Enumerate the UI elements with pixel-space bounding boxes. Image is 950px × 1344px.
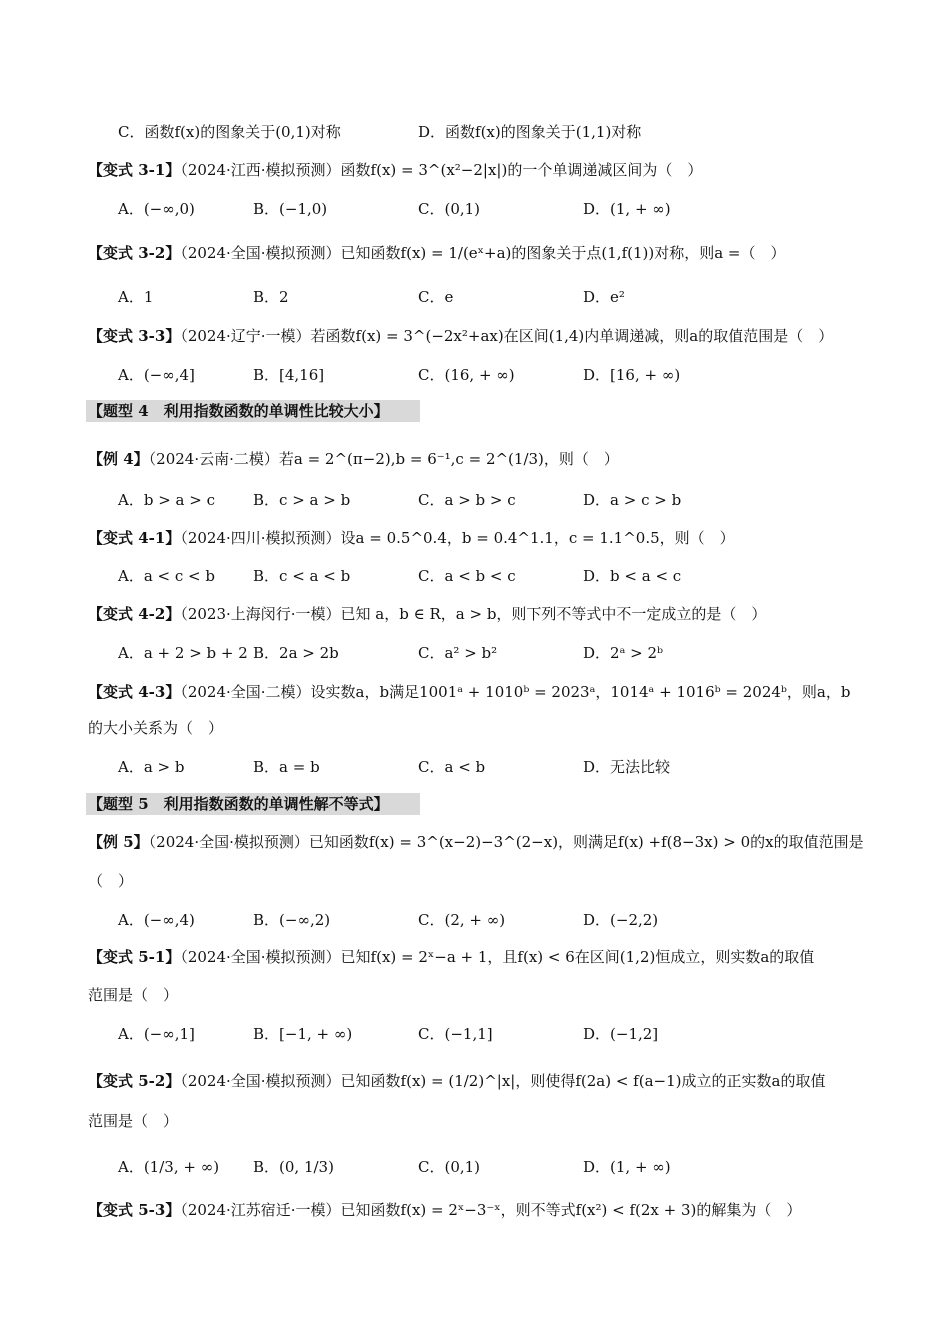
- option-b: B．2a > 2b: [253, 644, 339, 662]
- question-text: （2024·全国·二模）设实数a，b满足1001ᵃ + 1010ᵇ = 2023ᵃ，1014ᵃ + 1016ᵇ = 2024ᵇ，则a，b: [180, 683, 851, 701]
- question-tag: 【例 4】: [88, 450, 149, 468]
- option-d: D．(1, + ∞): [583, 1158, 671, 1176]
- question-v4-3-cont: 的大小关系为（ ）: [88, 719, 224, 737]
- option-b: B．(0, 1/3): [253, 1158, 334, 1176]
- option-d: D．(−1,2]: [583, 1025, 659, 1043]
- question-text: （2024·江苏宿迁·一模）已知函数f(x) = 2ˣ−3⁻ˣ，则不等式f(x²) < f(2x + 3)的解集为（ ）: [180, 1201, 802, 1219]
- question-text: （2024·江西·模拟预测）函数f(x) = 3^(x²−2|x|)的一个单调递减区间为（ ）: [180, 161, 703, 179]
- question-v5-3: [88, 1200, 801, 1220]
- question-tag: 【变式 3-2】: [88, 244, 181, 262]
- top-option-c: C．函数f(x)的图象关于(0,1)对称: [118, 123, 341, 141]
- question-v4-1: [88, 528, 735, 548]
- question-text: （2024·全国·模拟预测）已知f(x) = 2ˣ−a + 1，且f(x) < 6在区间(1,2)恒成立，则实数a的取值: [180, 948, 815, 966]
- option-b: B．(−1,0): [253, 200, 328, 218]
- question-tag: 【变式 3-3】: [88, 327, 181, 345]
- question-v3-2: [88, 243, 786, 263]
- option-a: A．(−∞,1]: [118, 1025, 195, 1043]
- question-text: （2024·全国·模拟预测）已知函数f(x) = 3^(x−2)−3^(2−x)，则满足f(x) +f(8−3x) > 0的x的取值范围是: [148, 833, 864, 851]
- option-a: A．1: [118, 288, 154, 306]
- option-d: D．无法比较: [583, 758, 671, 776]
- question-text: （2024·全国·模拟预测）已知函数f(x) = 1/(eˣ+a)的图象关于点(1,f(1))对称，则a =（ ）: [180, 244, 786, 262]
- option-b: B．c < a < b: [253, 567, 351, 585]
- top-option-d: D．函数f(x)的图象关于(1,1)对称: [418, 123, 642, 141]
- question-v3-1: [88, 160, 702, 180]
- option-a: A．(1/3, + ∞): [118, 1158, 220, 1176]
- option-b: B．(−∞,2): [253, 911, 331, 929]
- option-a: A．(−∞,4]: [118, 366, 195, 384]
- option-c: C．(−1,1]: [418, 1025, 493, 1043]
- option-d: D．(−2,2): [583, 911, 659, 929]
- question-tag: 【变式 5-3】: [88, 1201, 181, 1219]
- question-ex5-cont: （ ）: [88, 872, 134, 890]
- question-ex4: [88, 449, 619, 469]
- option-c: C．a < b < c: [418, 567, 516, 585]
- option-a: A．a + 2 > b + 2: [118, 644, 248, 662]
- section-heading-4: 【题型 4 利用指数函数的单调性比较大小】: [86, 400, 420, 422]
- question-ex5: [88, 832, 864, 852]
- option-a: A．(−∞,0): [118, 200, 195, 218]
- question-v5-1: [88, 947, 814, 967]
- option-c: C．e: [418, 288, 454, 306]
- question-tag: 【变式 4-1】: [88, 529, 181, 547]
- question-tag: 【变式 4-3】: [88, 683, 181, 701]
- question-v4-3: [88, 682, 850, 702]
- option-d: D．2ᵃ > 2ᵇ: [583, 644, 664, 662]
- option-b: B．[4,16]: [253, 366, 325, 384]
- question-text: （2024·四川·模拟预测）设a = 0.5^0.4，b = 0.4^1.1，c = 1.1^0.5，则（ ）: [180, 529, 735, 547]
- option-a: A．(−∞,4): [118, 911, 195, 929]
- question-text: （2023·上海闵行·一模）已知 a，b ∈ R，a > b，则下列不等式中不一定成立的是（ ）: [180, 605, 767, 623]
- question-tag: 【变式 3-1】: [88, 161, 181, 179]
- section-heading-5: 【题型 5 利用指数函数的单调性解不等式】: [86, 793, 420, 815]
- question-v4-2: [88, 604, 766, 624]
- option-c: C．a² > b²: [418, 644, 498, 662]
- question-tag: 【变式 5-1】: [88, 948, 181, 966]
- option-d: D．(1, + ∞): [583, 200, 671, 218]
- option-d: D．b < a < c: [583, 567, 682, 585]
- question-v5-2: [88, 1071, 825, 1091]
- question-text: （2024·云南·二模）若a = 2^(π−2),b = 6⁻¹,c = 2^(1/3)，则（ ）: [148, 450, 619, 468]
- option-c: C．(0,1): [418, 200, 481, 218]
- question-tag: 【变式 5-2】: [88, 1072, 181, 1090]
- option-d: D．[16, + ∞): [583, 366, 681, 384]
- option-b: B．a = b: [253, 758, 320, 776]
- question-v5-1-cont: 范围是（ ）: [88, 986, 179, 1004]
- option-c: C．(2, + ∞): [418, 911, 506, 929]
- option-a: A．a > b: [118, 758, 185, 776]
- question-v3-3: [88, 326, 833, 346]
- question-tag: 【例 5】: [88, 833, 149, 851]
- option-a: A．a < c < b: [118, 567, 215, 585]
- question-tag: 【变式 4-2】: [88, 605, 181, 623]
- option-d: D．a > c > b: [583, 491, 682, 509]
- option-b: B．[−1, + ∞): [253, 1025, 353, 1043]
- option-c: C．a < b: [418, 758, 486, 776]
- option-d: D．e²: [583, 288, 625, 306]
- option-c: C．a > b > c: [418, 491, 516, 509]
- question-text: （2024·全国·模拟预测）已知函数f(x) = (1/2)^|x|，则使得f(2a) < f(a−1)成立的正实数a的取值: [180, 1072, 826, 1090]
- option-b: B．2: [253, 288, 289, 306]
- question-v5-2-cont: 范围是（ ）: [88, 1112, 179, 1130]
- option-a: A．b > a > c: [118, 491, 215, 509]
- option-c: C．(0,1): [418, 1158, 481, 1176]
- option-b: B．c > a > b: [253, 491, 351, 509]
- option-c: C．(16, + ∞): [418, 366, 515, 384]
- question-text: （2024·辽宁·一模）若函数f(x) = 3^(−2x²+ax)在区间(1,4)内单调递减，则a的取值范围是（ ）: [180, 327, 834, 345]
